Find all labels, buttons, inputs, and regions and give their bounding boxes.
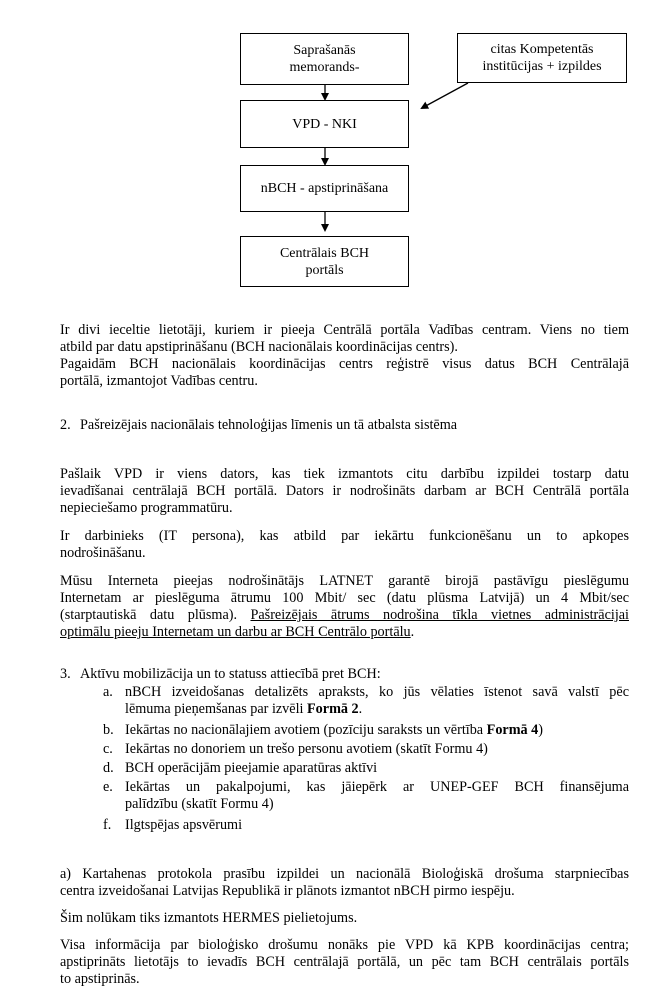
arrow-side-to-2 — [422, 83, 468, 108]
flow-box-central-line2: portāls — [305, 262, 344, 278]
paragraph-line: Šim nolūkam tiks izmantots HERMES pielietojums. — [60, 910, 358, 926]
list-item-text — [125, 779, 629, 813]
list-item-line: nBCH izveidošanas detalizēts apraksts, ko jūs vēlaties īstenot savā valstī pēc — [125, 684, 629, 700]
paragraph-designated-users — [60, 322, 629, 390]
paragraph-cartagena — [60, 866, 629, 900]
flow-box-memorandum — [240, 33, 409, 85]
paragraph-line: Mūsu Interneta pieejas nodrošinātājs LATNET garantē birojā pastāvīgu pieslēgumu — [60, 573, 629, 589]
paragraph-line: Pagaidām BCH nacionālais koordinācijas centrs reģistrē visus datus BCH Centrālajā — [60, 356, 629, 372]
section-2-title: Pašreizējais nacionālais tehnoloģijas līmenis un tā atbalsta sistēma — [80, 417, 458, 433]
flow-box-memorandum-line1: Saprašanās — [293, 43, 356, 58]
list-item-line — [125, 701, 629, 718]
list-letter: b. — [103, 722, 114, 738]
plain-text: (starptautiskā datu plūsma). — [60, 607, 251, 623]
paragraph-line — [60, 624, 629, 641]
list-letter: f. — [103, 817, 112, 833]
list-item-line: palīdzību (skatīt Formu 4) — [125, 796, 274, 812]
list-letter: a. — [103, 684, 113, 700]
section-3-title: Aktīvu mobilizācija un to statuss attiecībā pret BCH: — [80, 666, 381, 682]
paragraph-internet-provider — [60, 573, 629, 641]
paragraph-line: nodrošināšanu. — [60, 545, 146, 561]
paragraph-line: Ir divi ieceltie lietotāji, kuriem ir pieeja Centrālā portāla Vadības centram. Viens no tiem — [60, 322, 629, 338]
underlined-text: Pašreizējais ātrums nodrošina tīkla vietnes administrācijai — [250, 607, 629, 623]
plain-text: . — [410, 624, 415, 640]
list-item-e — [103, 779, 629, 813]
paragraph-line: atbild par datu apstiprināšanu (BCH nacionālais koordinācijas centrs). — [60, 339, 458, 355]
paragraph-it-person — [60, 528, 629, 562]
list-letter: c. — [103, 741, 113, 757]
paragraph-hermes — [60, 910, 629, 927]
flow-box-memorandum-line2: memorands- — [289, 60, 360, 75]
paragraph-line: nepieciešamo programmatūru. — [60, 500, 233, 516]
bold-text: Formā 4 — [486, 722, 539, 738]
paragraph-line: centra izveidošanai Latvijas Republikā ir plānots izmantot nBCH pirmo iespēju. — [60, 883, 515, 899]
section-3-number: 3. — [60, 666, 71, 682]
flow-box-nbch-approval — [240, 165, 409, 212]
list-item-text — [125, 684, 629, 718]
plain-text: lēmuma pieņemšanas par izvēli — [125, 701, 308, 717]
list-letter: e. — [103, 779, 113, 795]
bold-text: Formā 2 — [307, 701, 359, 717]
paragraph-line: Pašlaik VPD ir viens dators, kas tiek izmantots citu darbību izpildei tostarp datu — [60, 466, 629, 482]
flow-box-competent-line2: institūcijas + izpildes — [482, 59, 602, 74]
paragraph-line: to apstiprinās. — [60, 971, 140, 987]
list-letter: d. — [103, 760, 114, 776]
list-item-c — [103, 741, 629, 758]
flow-box-vpd-nki — [240, 100, 409, 148]
plain-text: Iekārtas no nacionālajiem avotiem (pozīciju saraksts un vērtība — [125, 722, 487, 738]
paragraph-line — [60, 607, 629, 624]
paragraph-line: ievadīšanai centrālajā BCH portālā. Dators ir nodrošināts darbam ar BCH Centrālā portāla — [60, 483, 629, 499]
list-item-f — [103, 817, 629, 834]
list-item-text: Ilgtspējas apsvērumi — [125, 817, 243, 833]
paragraph-line: portālā, izmantojot Vadības centru. — [60, 373, 258, 389]
plain-text: . — [358, 701, 363, 717]
flow-box-nbch-text: nBCH - apstiprināšana — [260, 181, 389, 196]
paragraph-line: Visa informācija par bioloģisko drošumu nonāks pie VPD kā KPB koordinācijas centra; — [60, 937, 629, 953]
list-item-text: BCH operācijām pieejamie aparatūras aktīvi — [125, 760, 378, 776]
paragraph-line: a) Kartahenas protokola prasību izpildei un nacionālā Bioloģiskā drošuma starpniecības — [60, 866, 629, 882]
flow-box-central-line1: Centrālais BCH — [279, 245, 370, 261]
plain-text: ) — [538, 722, 544, 738]
list-item-a — [103, 684, 629, 718]
underlined-text: optimālu pieeju Internetam un darbu ar BCH Centrālo portālu — [60, 624, 411, 640]
list-item-text: Iekārtas no donoriem un trešo personu avotiem (skatīt Formu 4) — [125, 741, 488, 757]
list-item-d — [103, 760, 629, 777]
paragraph-line: Ir darbinieks (IT persona), kas atbild par iekārtu funkcionēšanu un to apkopes — [60, 528, 629, 544]
flow-box-central-portal — [240, 236, 409, 287]
list-item-text — [125, 722, 629, 739]
list-item-b — [103, 722, 629, 739]
paragraph-line: apstiprināts lietotājs to ievadīs BCH centrālajā portālā, un pēc tam BCH centrālais portāls — [60, 954, 629, 970]
paragraph-line: Internetam ar pieslēguma ātrumu 100 Mbit/ sec (datu plūsma Latvijā) un 4 Mbit/sec — [60, 590, 629, 606]
paragraph-computer — [60, 466, 629, 517]
section-2-number: 2. — [60, 417, 71, 433]
flow-box-vpd-nki-text: VPD - NKI — [292, 116, 357, 132]
paragraph-biosafety-info — [60, 937, 629, 988]
flow-box-competent-line1: citas Kompetentās — [490, 42, 594, 57]
list-item-line: Iekārtas un pakalpojumi, kas jāiepērk ar UNEP-GEF BCH finansējuma — [125, 779, 629, 795]
flow-box-competent-institutions — [457, 33, 627, 83]
